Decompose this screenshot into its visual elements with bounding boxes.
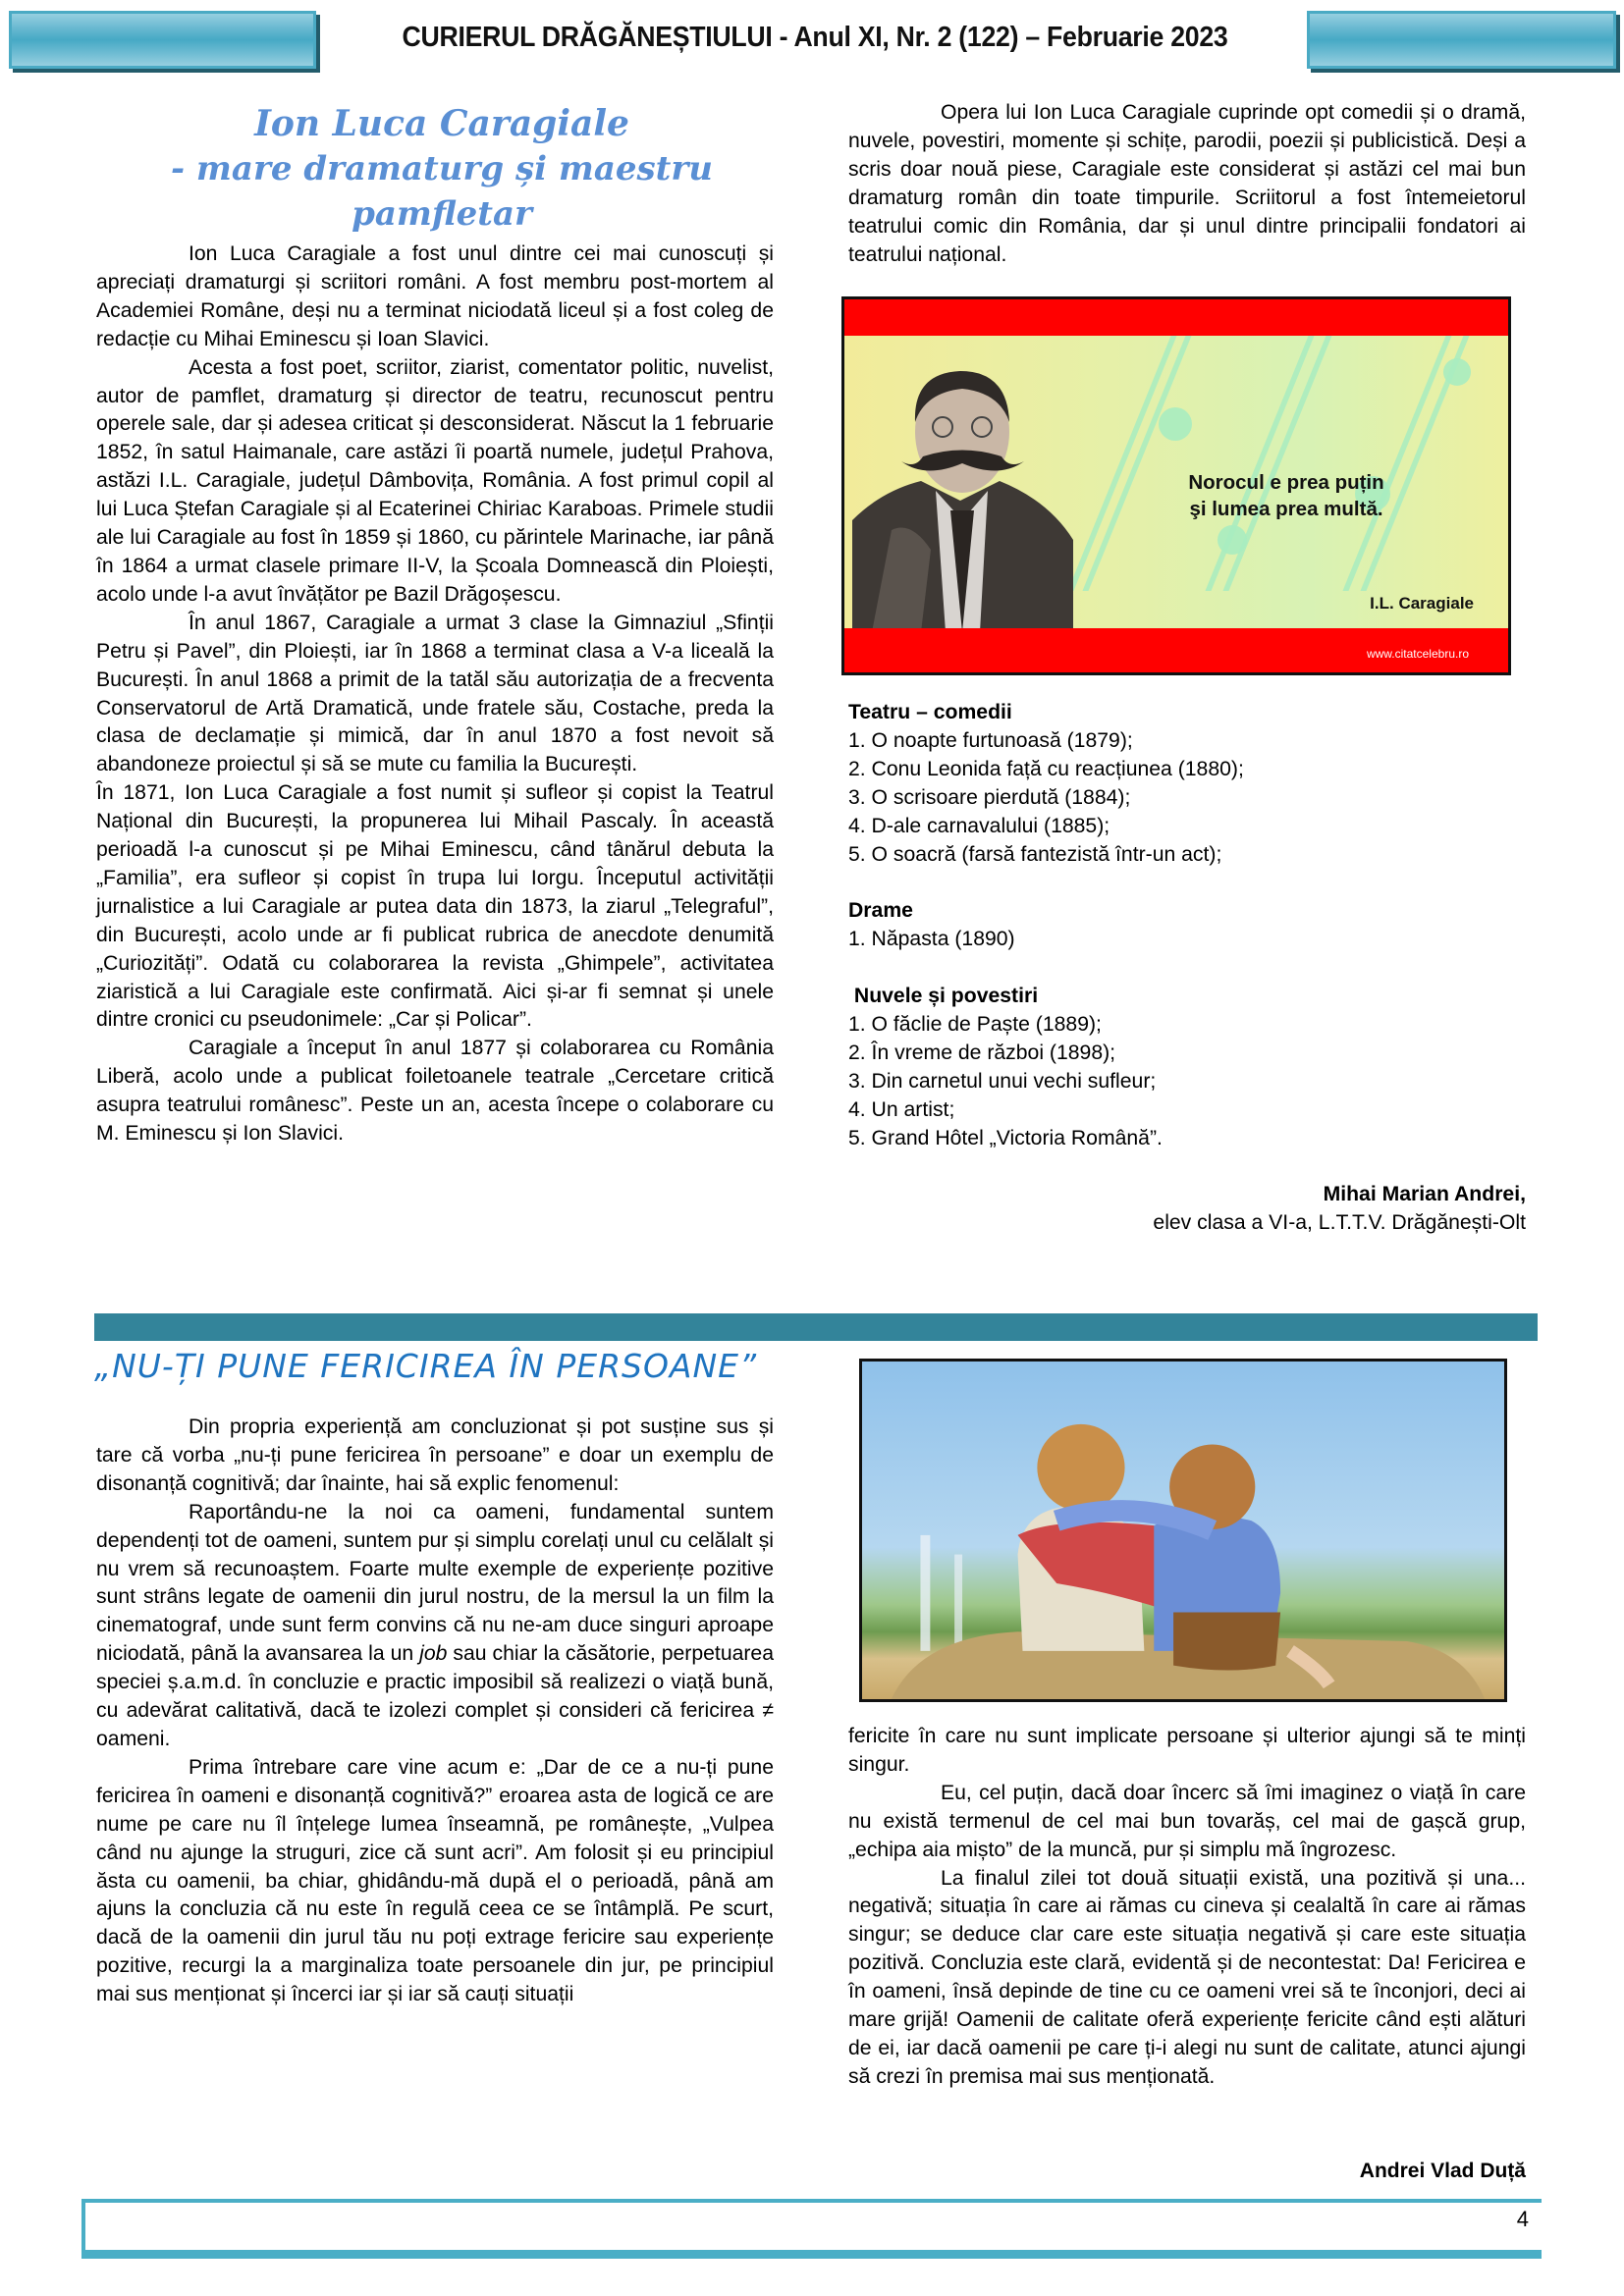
article2-paragraph: La finalul zilei tot două situații există, una pozitivă și una... negativă; situația în care ai rămas cu cineva și cealaltă în care ai rămas singur; se deduce clar care este situația negativă și care este situația pozitivă. Concluzia este clară, evidentă și de necontestat: Da! Fericirea e în oameni, însă depinde de tine cu ce oameni vrei să te înconjori, deci ai mare grijă! Oamenii de calitate oferă experiențe fericite când ești alături de ei, iar dacă oamenii pe care ți-i alegi nu sunt de calitate, atunci ajungi să crezi în premisa mai sus menționată.: [848, 1866, 1526, 2088]
article1-paragraph: În 1871, Ion Luca Caragiale a fost numit și sufleor și copist la Teatrul Național din București, la propunerea lui Mihail Pascaly. În această perioadă l-a cunoscut și pe Mihai Eminescu, când tânărul debuta la „Familia”, era sufleor și copist în trupa lui Iorgu. Începutul activității jurnalistice a lui Caragiale ar putea data din 1873, la ziarul „Telegraful”, din București, acolo unde ar fi publicat rubrica de anecdote denumită „Curiozități”. Odată cu colaborarea la revista „Ghimpele”, activitatea ziaristică a lui Caragiale este confirmată. Aici și-ar fi semnat și unele dintre cronici cu pseudonimele: „Car și Policar”.: [96, 781, 774, 1032]
article2-paragraph: Eu, cel puțin, dacă doar încerc să îmi imaginez o viață în care nu există termenul de cel mai bun tovarăș, cel mai de gașcă grup, „echipa aia mișto” de la muncă, pur și simplu mă îngrozesc.: [848, 1781, 1526, 1861]
article1-author-name: Mihai Marian Andrei,: [1323, 1183, 1526, 1206]
article2-title: „NU-ȚI PUNE FERICIREA ÎN PERSOANE”: [94, 1347, 758, 1385]
work-item: 2. Conu Leonida față cu reacțiunea (1880);: [848, 757, 1244, 780]
quote-author: I.L. Caragiale: [1370, 594, 1474, 613]
work-item: 5. Grand Hôtel „Victoria Română”.: [848, 1126, 1163, 1149]
work-item: 5. O soacră (farsă fantezistă într-un act);: [848, 842, 1222, 866]
work-item: 3. O scrisoare pierdută (1884);: [848, 785, 1131, 809]
article2-left-column: [96, 1414, 774, 2009]
work-item: 2. În vreme de război (1898);: [848, 1041, 1116, 1064]
article1-left-column: [96, 240, 774, 1148]
works-heading-comedies: Teatru – comedii: [848, 701, 1012, 723]
article2-paragraph: Prima întrebare care vine acum e: „Dar de ce a nu-ți pune fericirea în oameni e disonanță cognitivă?” eroarea asta de logică ce are nume pe care nu îl înțelege lumea înseamnă, pe românește, „Vulpea când nu ajunge la struguri, zice că sunt acri”. Am folosit și eu principiul ăsta cu oamenii, ba chiar, ghidându-mă după el o perioadă, până am ajuns la concluzia că nu este în regulă ceea ce se întâmplă. Pe scurt, dacă de la oamenii din jurul tău nu poți extrage fericire sau experiențe pozitive, recurgi la a marginaliza toate persoanele din jur, pe principiul mai sus menționat și încerci iar și iar să cauți situații: [96, 1755, 774, 2006]
section-divider: [94, 1313, 1538, 1341]
page-number: 4: [1516, 2207, 1529, 2231]
work-item: 3. Din carnetul unui vechi sufleur;: [848, 1069, 1157, 1093]
header-decor-left: [9, 11, 316, 69]
caragiale-quote-image: [841, 296, 1511, 675]
article2-paragraph: Din propria experiență am concluzionat și pot susține sus și tare că vorba „nu-ți pune fericirea în persoane” e doar un exemplu de disonanță cognitivă; dar înainte, hai să explic fenomenul:: [96, 1415, 774, 1495]
quote-text: Norocul e prea puțin şi lumea prea multă.: [1188, 471, 1384, 520]
header-decor-right: [1307, 11, 1616, 69]
job-word: job: [419, 1642, 448, 1666]
article1-title-line1: Ion Luca Caragiale: [254, 103, 629, 144]
article2-paragraph: fericite în care nu sunt implicate persoane și ulterior ajungi să te minți singur.: [848, 1725, 1526, 1776]
works-list: [848, 699, 1526, 1238]
work-item: 4. Un artist;: [848, 1097, 955, 1121]
article2-author-name: Andrei Vlad Duță: [1359, 2160, 1526, 2182]
work-item: 1. O făclie de Paște (1889);: [848, 1012, 1102, 1036]
quote-source-url: www.citatcelebru.ro: [1366, 647, 1469, 661]
article2-right-column: [848, 1723, 1526, 2092]
caragiale-portrait: [852, 353, 1073, 632]
work-item: 1. O noapte furtunoasă (1879);: [848, 728, 1133, 752]
works-heading-novellas: Nuvele și povestiri: [848, 985, 1039, 1008]
article1-right-column: [848, 99, 1526, 269]
page-footer-frame: [81, 2199, 1542, 2259]
article1-paragraph: În anul 1867, Caragiale a urmat 3 clase la Gimnaziul „Sfinții Petru și Pavel”, din Ploiești, iar în 1868 a terminat clasa a V-a liceală la București. În anul 1868 a primit de la tatăl său autorizația de a frecventa Conservatorul de Artă Dramatică, unde fratele său, Costache, preda la clasa de declamație și mimică, dar în anul 1870 a fost nevoit să abandoneze proiectul și să se mute cu familia la București.: [96, 611, 774, 776]
work-item: 4. D-ale carnavalului (1885);: [848, 814, 1110, 837]
work-item: 1. Năpasta (1890): [848, 928, 1015, 951]
article1-author-detail: elev clasa a VI-a, L.T.T.V. Drăgănești-Olt: [1153, 1211, 1526, 1235]
article2-paragraph: Raportându-ne la noi ca oameni, fundamental suntem dependenți tot de oameni, suntem pur și simplu corelați unul cu celălalt și nu vrem să recunoaștem. Foarte multe exemple de experiențe pozitive sunt strâns legate de oamenii din jurul nostru, de la mersul la un film la cinematograf, unde sunt ferm convins că nu ne-am duce singuri aproape niciodată, până la avansarea la un job sau chiar la căsătorie, perpetuarea speciei ș.a.m.d. în concluzie e practic imposibil să realizezi o viață bună, cu adevărat calitativă, dacă te izolezi complet și consideri că fericirea ≠ oameni.: [96, 1500, 775, 1750]
article1-right-intro: Opera lui Ion Luca Caragiale cuprinde opt comedii și o dramă, nuvele, povestiri, momente și schițe, parodii, poezii și publicistică. Deși a scris doar nouă piese, Caragiale este considerat și astăzi cel mai bun dramaturg român din toate timpurile. Scriitorul a fost întemeietorul teatrului comic din România, dar și unul dintre principalii fondatori ai teatrului național.: [848, 101, 1526, 266]
article1-title-line2: - mare dramaturg și maestru pamfletar: [170, 149, 714, 234]
article1-paragraph: Caragiale a început în anul 1877 și colaborarea cu România Liberă, acolo unde a publicat foiletoanele teatrale „Cercetare critică asupra teatrului românesc”. Peste un an, acesta începe o colaborare cu M. Eminescu și Ion Slavici.: [96, 1037, 774, 1146]
newspaper-header-title: CURIERUL DRĂGĂNEȘTIULUI - Anul XI, Nr. 2 (122) – Februarie 2023: [402, 22, 1228, 53]
article1-title: [88, 101, 795, 237]
works-heading-dramas: Drame: [848, 899, 913, 923]
quote-band-top: [844, 299, 1508, 336]
article1-paragraph: Ion Luca Caragiale a fost unul dintre cei mai cunoscuți și apreciați dramaturgi și scriitori români. A fost membru post-mortem al Academiei Române, deși nu a terminat niciodată liceul și a fost coleg de redacție cu Mihai Eminescu și Ioan Slavici.: [96, 242, 774, 350]
children-friends-photo: [859, 1359, 1507, 1702]
article1-paragraph: Acesta a fost poet, scriitor, ziarist, comentator politic, nuvelist, autor de pamflet, dramaturg și director de teatru, recunoscut pentru operele sale, dar și adesea criticat și desconsiderat. Născut la 1 februarie 1852, în satul Haimanale, care astăzi îi poartă numele, județul Prahova, astăzi I.L. Caragiale, județul Dâmbovița, România. A fost primul copil al lui Luca Ștefan Caragiale și al Ecaterinei Chiriac Karaboas. Primele studii ale lui Caragiale au fost în 1859 și 1860, cu părintele Marinache, iar până în 1864 a urmat clasele primare II-V, la Școala Domnească din Ploiești, acolo unde l-a avut învățător pe Bazil Drăgoșescu.: [96, 355, 774, 606]
children-illustration: [862, 1362, 1504, 1699]
